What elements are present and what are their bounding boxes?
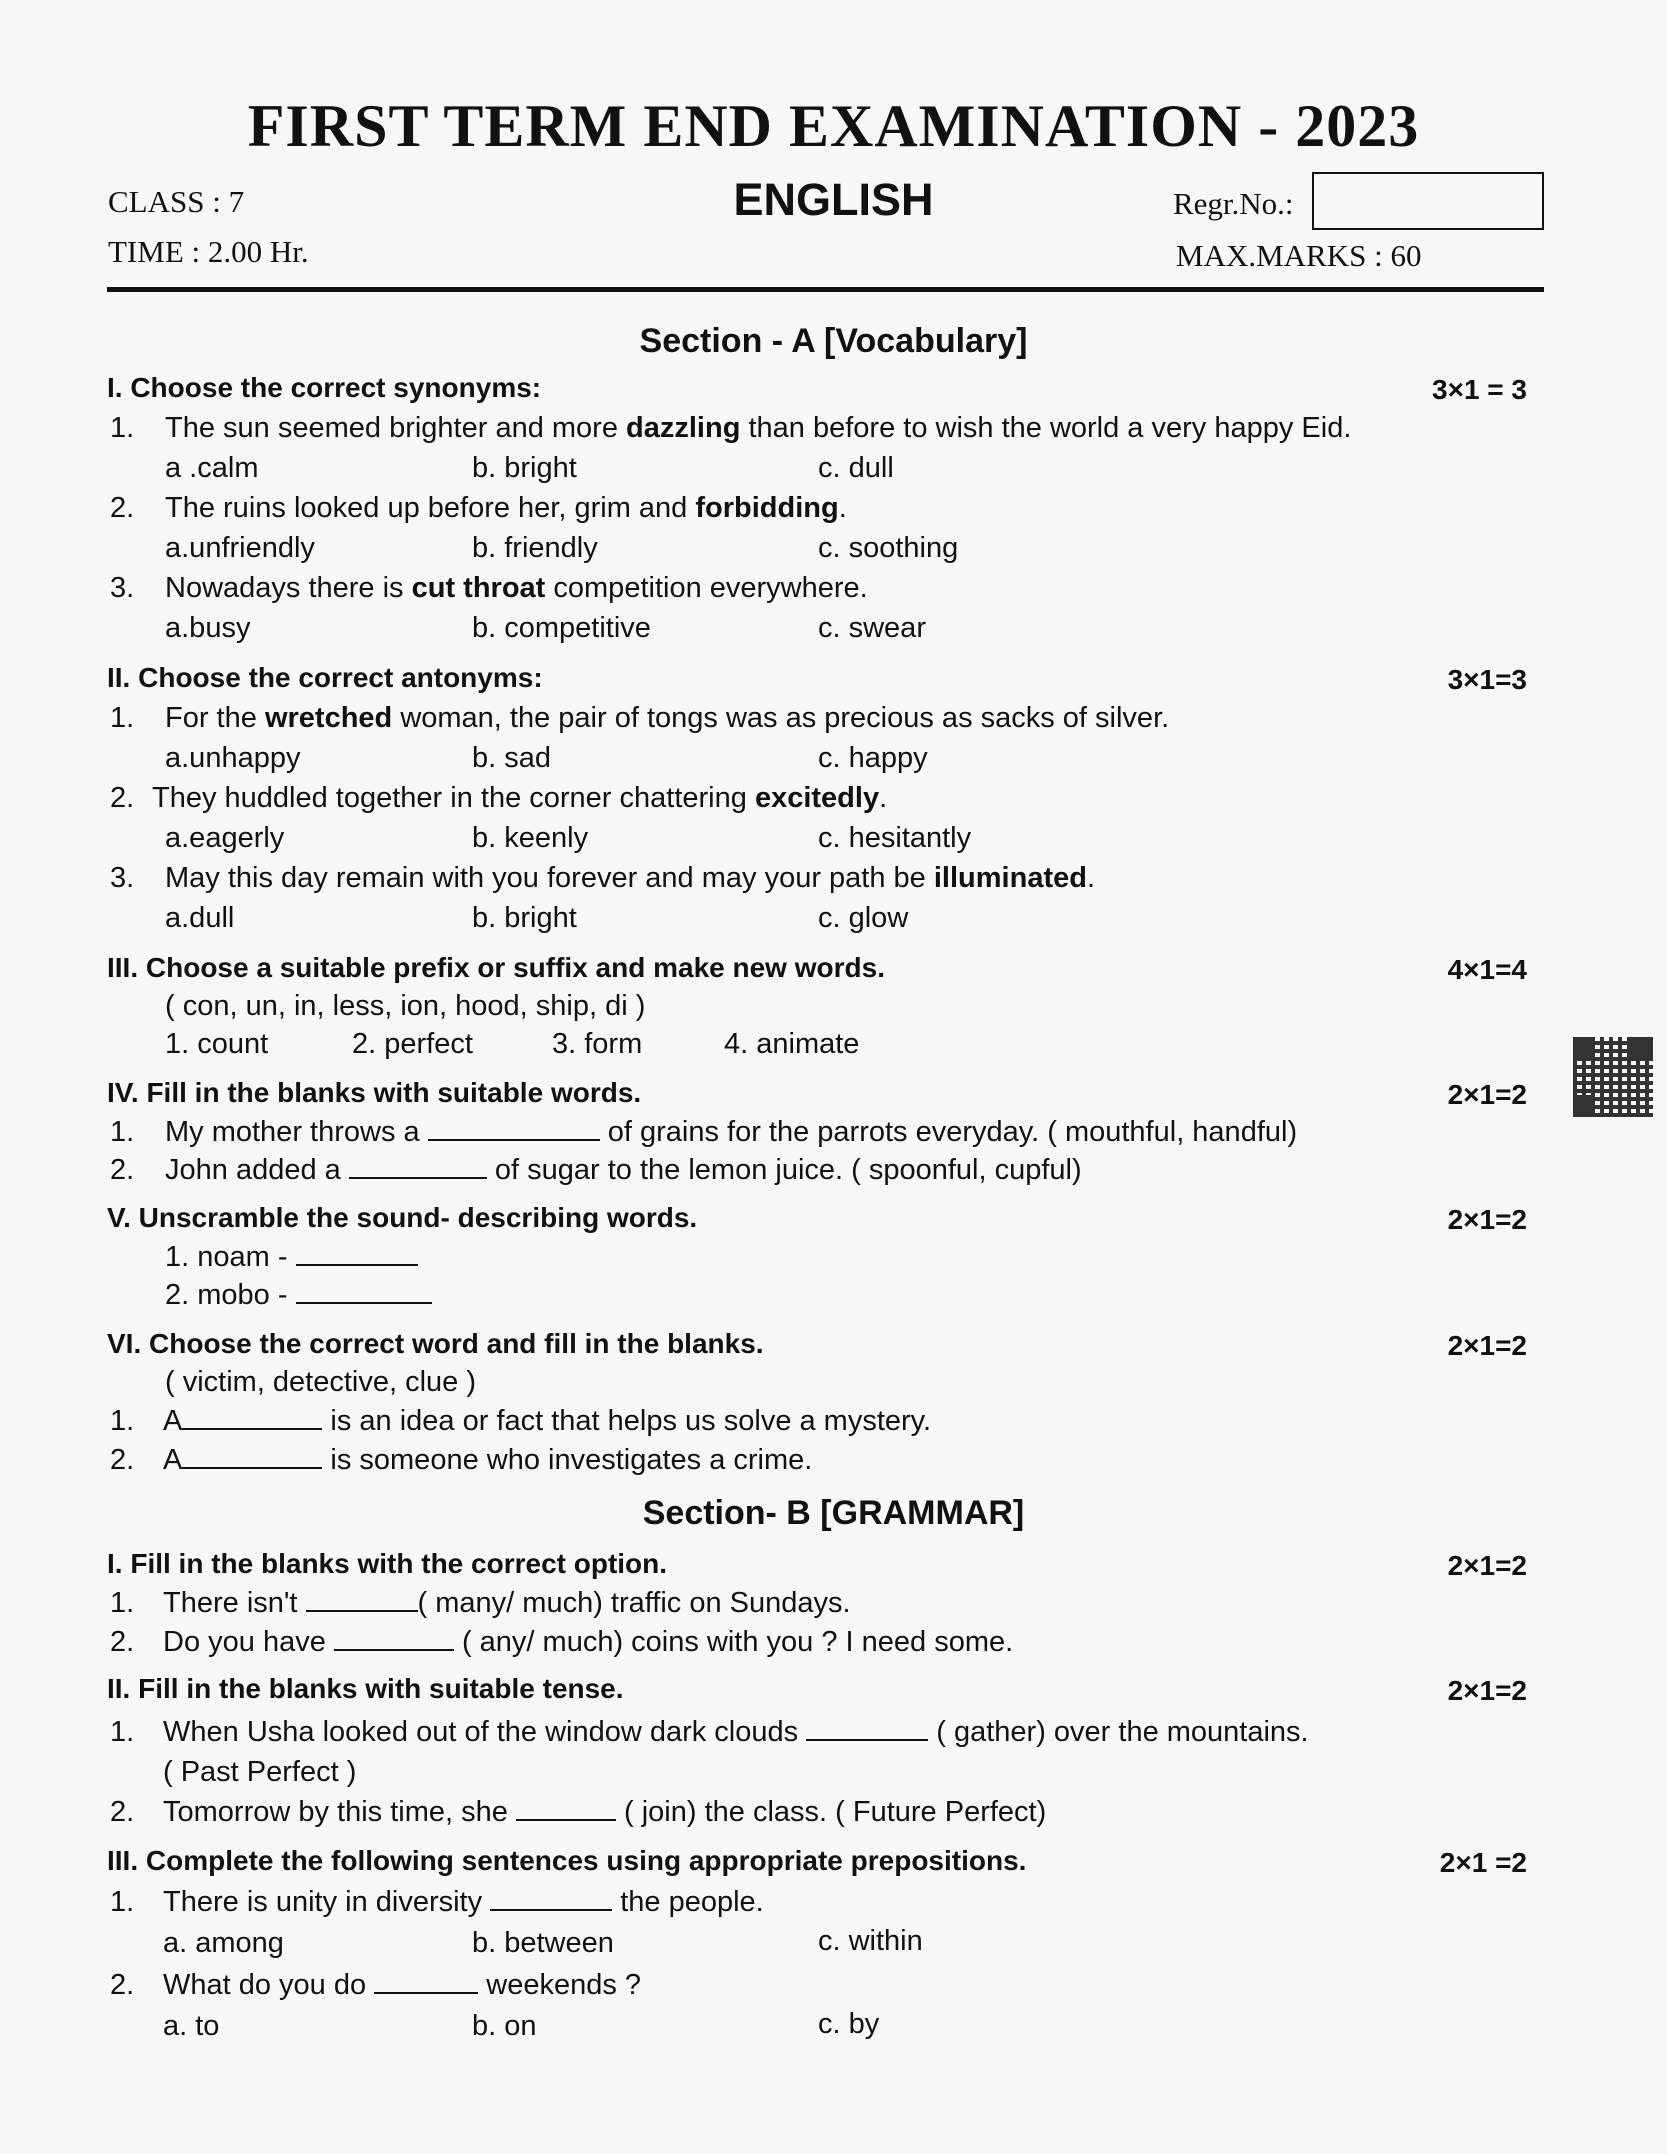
item-number: 3. xyxy=(110,862,135,894)
question-marks: 2×1=2 xyxy=(1447,1330,1527,1361)
option-c: c. soothing xyxy=(818,532,959,564)
answer-blank[interactable] xyxy=(306,1609,418,1612)
answer-blank[interactable] xyxy=(428,1138,600,1141)
option-b: b. competitive xyxy=(472,612,651,644)
item-number: 1. xyxy=(110,1716,135,1748)
item-number: 1. xyxy=(110,1587,135,1619)
item-number: 2. xyxy=(110,1969,135,2001)
regr-number-box[interactable] xyxy=(1312,172,1544,230)
question-marks: 3×1=3 xyxy=(1447,664,1527,695)
question-marks: 2×1=2 xyxy=(1447,1550,1527,1581)
question-text: John added a of sugar to the lemon juice. ( spoonful, cupful) xyxy=(165,1154,1082,1186)
option-a: a.eagerly xyxy=(165,822,285,854)
option-c: c. glow xyxy=(818,902,909,934)
item-number: 2. xyxy=(110,782,135,814)
answer-blank[interactable] xyxy=(349,1176,487,1179)
question-text: The ruins looked up before her, grim and forbidding. xyxy=(165,492,847,524)
item-number: 2. xyxy=(110,492,135,524)
question-heading: II. Fill in the blanks with suitable tense. xyxy=(107,1673,624,1704)
answer-blank[interactable] xyxy=(182,1466,322,1469)
question-text: Nowadays there is cut throat competition everywhere. xyxy=(165,572,868,604)
answer-blank[interactable] xyxy=(296,1263,418,1266)
answer-blank[interactable] xyxy=(182,1427,322,1430)
option-c: c. swear xyxy=(818,612,926,644)
question-text: A is someone who investigates a crime. xyxy=(163,1444,813,1476)
question-heading: IV. Fill in the blanks with suitable words. xyxy=(107,1077,642,1108)
option-c: c. within xyxy=(818,1925,923,1957)
item-number: 2. xyxy=(110,1444,135,1476)
answer-blank[interactable] xyxy=(806,1738,928,1741)
item-number: 1. xyxy=(110,1886,135,1918)
max-marks: MAX.MARKS : 60 xyxy=(1176,238,1422,273)
option-b: b. bright xyxy=(472,902,577,934)
header-divider xyxy=(107,287,1544,292)
option-c: c. by xyxy=(818,2008,880,2040)
option-c: c. hesitantly xyxy=(818,822,972,854)
item-number: 1. xyxy=(110,702,135,734)
item-number: 2. xyxy=(110,1626,135,1658)
word-item: 4. animate xyxy=(724,1028,860,1060)
item-number: 2. xyxy=(110,1154,135,1186)
question-text: May this day remain with you forever and may your path be illuminated. xyxy=(165,862,1096,894)
question-heading: I. Choose the correct synonyms: xyxy=(107,372,542,403)
option-b: b. on xyxy=(472,2010,537,2042)
question-text: A is an idea or fact that helps us solve a mystery. xyxy=(163,1405,932,1437)
answer-blank[interactable] xyxy=(374,1991,478,1994)
section-b-title: Section- B [GRAMMAR] xyxy=(642,1494,1025,1532)
option-a: a.busy xyxy=(165,612,251,644)
question-text: They huddled together in the corner chattering excitedly. xyxy=(152,782,888,814)
question-text: What do you do weekends ? xyxy=(163,1969,642,2001)
tense-hint: ( Past Perfect ) xyxy=(163,1756,357,1788)
word-item: 1. count xyxy=(165,1028,269,1060)
option-b: b. bright xyxy=(472,452,577,484)
question-heading: III. Complete the following sentences using appropriate prepositions. xyxy=(107,1845,1027,1876)
option-b: b. friendly xyxy=(472,532,598,564)
option-a: a.dull xyxy=(165,902,235,934)
question-marks: 3×1 = 3 xyxy=(1432,374,1527,405)
question-text: When Usha looked out of the window dark clouds ( gather) over the mountains. xyxy=(163,1716,1309,1748)
option-a: a .calm xyxy=(165,452,259,484)
question-heading: II. Choose the correct antonyms: xyxy=(107,662,543,693)
option-b: b. sad xyxy=(472,742,551,774)
subject-title: ENGLISH xyxy=(733,174,934,225)
exam-title: FIRST TERM END EXAMINATION - 2023 xyxy=(247,93,1420,159)
question-text: My mother throws a of grains for the parrots everyday. ( mouthful, handful) xyxy=(165,1116,1298,1148)
item-number: 1. xyxy=(110,412,135,444)
word-options: ( victim, detective, clue ) xyxy=(165,1366,477,1398)
answer-blank[interactable] xyxy=(334,1648,454,1651)
item-number: 2. xyxy=(110,1796,135,1828)
option-a: a. among xyxy=(163,1927,284,1959)
question-text: Tomorrow by this time, she ( join) the class. ( Future Perfect) xyxy=(163,1796,1047,1828)
question-marks: 2×1=2 xyxy=(1447,1675,1527,1706)
option-a: a.unfriendly xyxy=(165,532,315,564)
class-label: CLASS : 7 xyxy=(108,184,245,219)
question-heading: VI. Choose the correct word and fill in the blanks. xyxy=(107,1328,764,1359)
option-c: c. dull xyxy=(818,452,894,484)
scramble-item: 2. mobo - xyxy=(165,1279,432,1312)
affix-options: ( con, un, in, less, ion, hood, ship, di ) xyxy=(165,990,646,1022)
question-text: There is unity in diversity the people. xyxy=(163,1886,764,1918)
option-a: a. to xyxy=(163,2010,220,2042)
question-heading: III. Choose a suitable prefix or suffix and make new words. xyxy=(107,952,885,983)
section-a-title: Section - A [Vocabulary] xyxy=(639,322,1028,360)
time-label: TIME : 2.00 Hr. xyxy=(108,234,309,269)
scramble-item: 1. noam - xyxy=(165,1241,418,1274)
item-number: 1. xyxy=(110,1116,135,1148)
question-text: Do you have ( any/ much) coins with you ? I need some. xyxy=(163,1626,1014,1658)
word-item: 3. form xyxy=(552,1028,643,1060)
regr-label: Regr.No.: xyxy=(1173,186,1294,221)
question-marks: 2×1 =2 xyxy=(1439,1847,1527,1878)
question-marks: 2×1=2 xyxy=(1447,1079,1527,1110)
answer-blank[interactable] xyxy=(490,1908,612,1911)
item-number: 3. xyxy=(110,572,135,604)
option-b: b. between xyxy=(472,1927,614,1959)
question-text: The sun seemed brighter and more dazzling than before to wish the world a very happy Eid. xyxy=(165,412,1352,444)
qr-code-icon xyxy=(1573,1037,1653,1117)
question-marks: 2×1=2 xyxy=(1447,1204,1527,1235)
question-heading: I. Fill in the blanks with the correct option. xyxy=(107,1548,668,1579)
answer-blank[interactable] xyxy=(296,1301,432,1304)
question-heading: V. Unscramble the sound- describing words. xyxy=(107,1202,698,1233)
option-a: a.unhappy xyxy=(165,742,301,774)
answer-blank[interactable] xyxy=(516,1818,616,1821)
option-b: b. keenly xyxy=(472,822,589,854)
option-c: c. happy xyxy=(818,742,928,774)
question-text: There isn't ( many/ much) traffic on Sundays. xyxy=(163,1587,851,1619)
word-item: 2. perfect xyxy=(352,1028,473,1060)
item-number: 1. xyxy=(110,1405,135,1437)
question-text: For the wretched woman, the pair of tongs was as precious as sacks of silver. xyxy=(165,702,1170,734)
question-marks: 4×1=4 xyxy=(1447,954,1527,985)
